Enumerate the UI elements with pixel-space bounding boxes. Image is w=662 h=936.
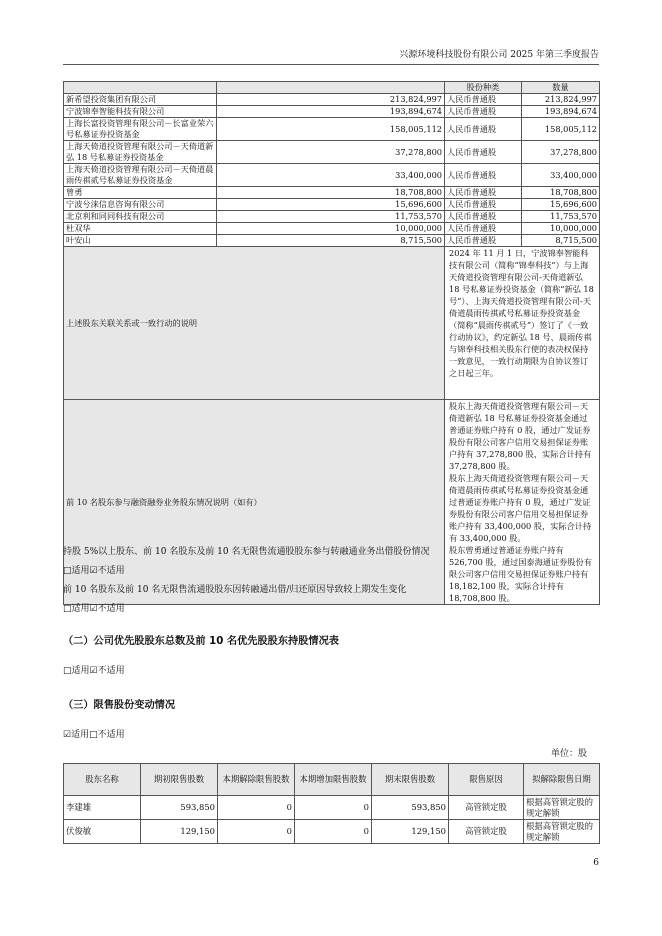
begin-restricted: 129,150 (141, 820, 218, 844)
share-quantity: 193,894,674 (522, 106, 600, 118)
table-row (64, 235, 600, 247)
share-type: 人民币普通股 (445, 199, 522, 211)
table-row (64, 94, 600, 106)
section-preferred-shares-title: （二）公司优先股股东总数及前 10 名优先股股东持股情况表 (63, 636, 339, 647)
share-quantity: 213,824,997 (522, 94, 600, 106)
margin-note: 股东曾勇通过普通证券账户持有 526,700 股，通过国泰海通证券股份有限公司客户信用交易担保证券账户持有 18,182,100 股，实际合计持有 18,708,800 股。 (449, 545, 592, 603)
shares-held: 33,400,000 (217, 164, 445, 187)
share-type: 人民币普通股 (445, 94, 522, 106)
share-type: 人民币普通股 (445, 164, 522, 187)
released-restricted: 0 (218, 796, 295, 820)
share-quantity: 11,753,570 (522, 211, 600, 223)
table-row (64, 118, 600, 141)
header-cell: 期初限售股数 (141, 764, 218, 796)
share-quantity: 8,715,500 (522, 235, 600, 247)
relation-text: 2024 年 11 月 1 日，宁波锦奉智能科技有限公司（简称“锦奉科技”）与上海天倚道投资管理有限公司-天倚道新弘 18 号私募证券投资基金（简称“新弘 18 号”）、上海天倚道投资管理有限公司-天倚道晨雨传祺贰号私募证券投资基金（简称“晨雨传祺贰号”）签订了《一致行动协议》，约定新弘 18 号、晨雨传祺与锦奉科技相关股东行使的表决权保持一致意见，一致行动期限为自协议签订之日起三年。 (445, 247, 600, 400)
section-restricted-shares-check: ☑适用□不适用 (63, 730, 125, 740)
header-cell: 限售原因 (449, 764, 524, 796)
relation-row (64, 247, 600, 400)
share-quantity: 158,005,112 (522, 118, 600, 141)
shareholder-name: 上海天倚道投资管理有限公司－天倚道新弘 18 号私募证券投资基金 (64, 141, 217, 164)
shares-held: 15,696,600 (217, 199, 445, 211)
relation-label: 上述股东关联关系或一致行动的说明 (64, 247, 445, 400)
release-date: 根据高管锁定股的规定解锁 (524, 796, 600, 820)
shareholder-name: 宁波兮涞信息咨询有限公司 (64, 199, 217, 211)
securities-lending-paragraph: 持股 5%以上股东、前 10 名股东及前 10 名无限售流通股股东参与转融通业务出借股份情况 (63, 547, 430, 557)
shares-held: 11,753,570 (217, 211, 445, 223)
added-restricted: 0 (295, 796, 372, 820)
shareholder-name: 李建雄 (64, 796, 141, 820)
table-row (64, 820, 600, 844)
shares-held: 18,708,800 (217, 187, 445, 199)
release-date: 根据高管锁定股的规定解锁 (524, 820, 600, 844)
share-type: 人民币普通股 (445, 106, 522, 118)
share-type: 人民币普通股 (445, 235, 522, 247)
margin-financing-row (64, 400, 600, 605)
shares-held: 193,894,674 (217, 106, 445, 118)
header-divider (63, 64, 599, 65)
table-row (64, 223, 600, 235)
header-cell-quantity: 数量 (522, 82, 600, 94)
header-cell: 期末限售股数 (372, 764, 449, 796)
restricted-shares-table (63, 763, 600, 844)
shareholder-name: 伏俊敏 (64, 820, 141, 844)
share-type: 人民币普通股 (445, 223, 522, 235)
table-row (64, 796, 600, 820)
share-quantity: 33,400,000 (522, 164, 600, 187)
table-row (64, 199, 600, 211)
shareholder-name: 曾勇 (64, 187, 217, 199)
margin-note: 股东上海天倚道投资管理有限公司－天倚道晨雨传祺贰号私募证券投资基金通过普通证券账户持有 0 股，通过广发证券股份有限公司客户信用交易担保证券账户持有 33,400,000 股，实际合计持有 33,400,000 股。 (449, 473, 592, 543)
shareholder-name: 新希望投资集团有限公司 (64, 94, 217, 106)
share-quantity: 37,278,800 (522, 141, 600, 164)
header-cell: 股东名称 (64, 764, 141, 796)
table-row (64, 106, 600, 118)
shares-held: 10,000,000 (217, 223, 445, 235)
table-header-row (64, 764, 600, 796)
shares-held: 158,005,112 (217, 118, 445, 141)
top10-shareholders-table (63, 81, 600, 605)
table-row (64, 164, 600, 187)
unit-label: 单位：股 (550, 749, 587, 759)
header-cell-shares (217, 82, 445, 94)
table-row (64, 187, 600, 199)
section-restricted-shares-title: （三）限售股份变动情况 (63, 700, 176, 711)
shareholder-name: 上海天倚道投资管理有限公司－天倚道晨雨传祺贰号私募证券投资基金 (64, 164, 217, 187)
share-type: 人民币普通股 (445, 187, 522, 199)
shares-held: 8,715,500 (217, 235, 445, 247)
end-restricted: 129,150 (372, 820, 449, 844)
lending-change-paragraph: 前 10 名股东及前 10 名无限售流通股股东因转融通出借/归还原因导致较上期发生变化 (63, 585, 407, 595)
table-row (64, 141, 600, 164)
securities-lending-check: □适用☑不适用 (63, 566, 125, 576)
header-cell: 本期解除限售股数 (218, 764, 295, 796)
shareholder-name: 杜双华 (64, 223, 217, 235)
restriction-reason: 高管锁定股 (449, 796, 524, 820)
added-restricted: 0 (295, 820, 372, 844)
restriction-reason: 高管锁定股 (449, 820, 524, 844)
share-quantity: 10,000,000 (522, 223, 600, 235)
share-quantity: 18,708,800 (522, 187, 600, 199)
end-restricted: 593,850 (372, 796, 449, 820)
shareholder-name: 上海长富投资管理有限公司－长富业荣六号私募证券投资基金 (64, 118, 217, 141)
margin-note: 股东上海天倚道投资管理有限公司－天倚道新弘 18 号私募证券投资基金通过普通证券账户持有 0 股，通过广发证券股份有限公司客户信用交易担保证券账户持有 37,278,800 股，实际合计持有 37,278,800 股。 (449, 401, 592, 471)
shares-held: 213,824,997 (217, 94, 445, 106)
header-cell: 本期增加限售股数 (295, 764, 372, 796)
section-preferred-shares-check: □适用☑不适用 (63, 666, 125, 676)
header-cell-name (64, 82, 217, 94)
share-type: 人民币普通股 (445, 141, 522, 164)
shareholder-name: 宁波锦奉智能科技有限公司 (64, 106, 217, 118)
begin-restricted: 593,850 (141, 796, 218, 820)
page-number: 6 (593, 858, 599, 868)
header-cell-share-type: 股份种类 (445, 82, 522, 94)
table-header-row (64, 82, 600, 94)
share-type: 人民币普通股 (445, 211, 522, 223)
shareholder-name: 叶安山 (64, 235, 217, 247)
margin-financing-notes (445, 400, 600, 605)
share-quantity: 15,696,600 (522, 199, 600, 211)
share-type: 人民币普通股 (445, 118, 522, 141)
margin-financing-label: 前 10 名股东参与融资融券业务股东情况说明（如有） (64, 400, 445, 605)
released-restricted: 0 (218, 820, 295, 844)
lending-change-check: □适用☑不适用 (63, 604, 125, 614)
shares-held: 37,278,800 (217, 141, 445, 164)
shareholder-name: 北京利和同同科技有限公司 (64, 211, 217, 223)
table-row (64, 211, 600, 223)
page-header-title: 兴源环境科技股份有限公司 2025 年第三季度报告 (399, 50, 599, 60)
header-cell: 拟解除限售日期 (524, 764, 600, 796)
